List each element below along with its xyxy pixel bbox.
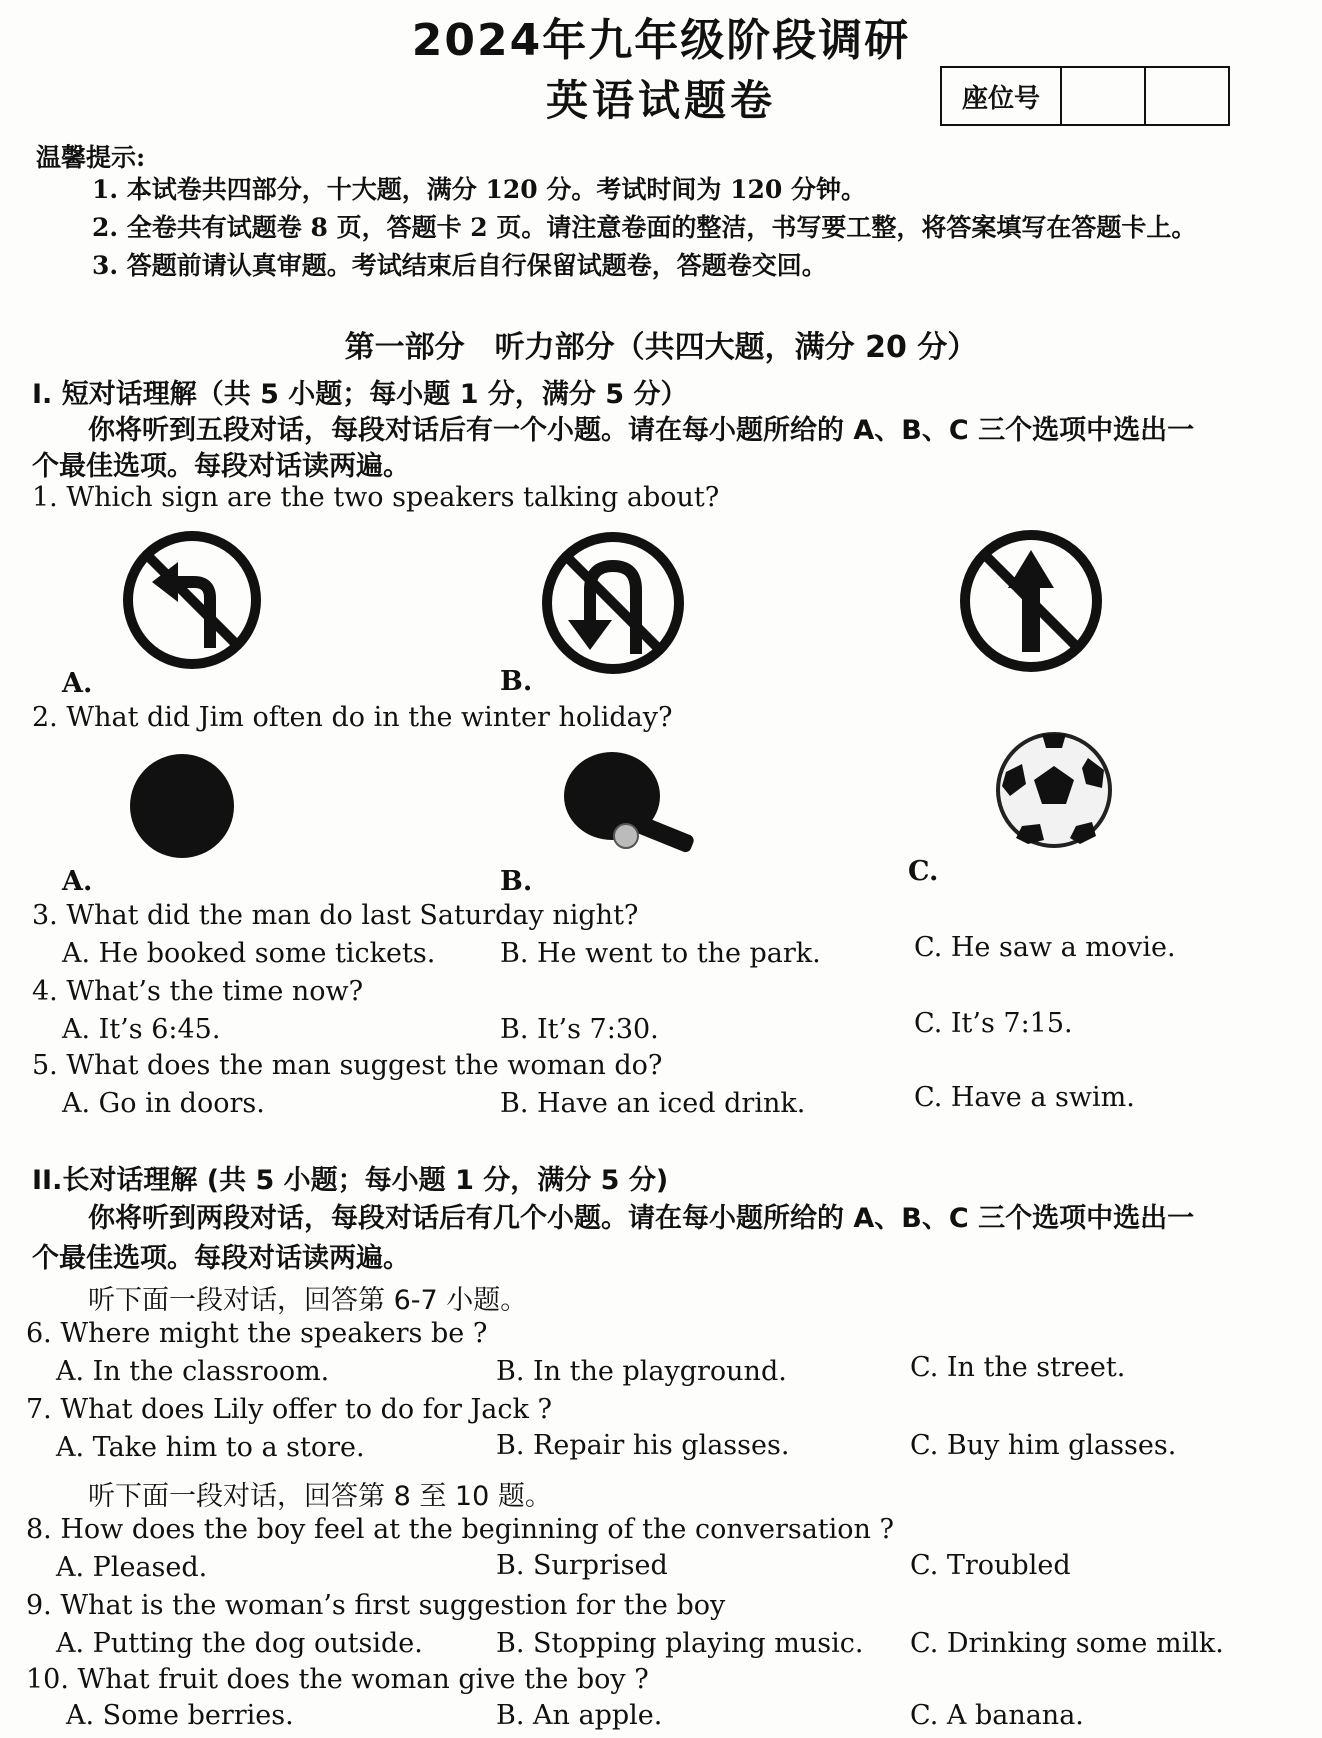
option-c: C. Troubled bbox=[910, 1550, 1071, 1581]
tip-item: 1. 本试卷共四部分，十大题，满分 120 分。考试时间为 120 分钟。 bbox=[92, 175, 866, 204]
question-2: 2. What did Jim often do in the winter holiday? bbox=[32, 702, 673, 733]
option-b: B. Have an iced drink. bbox=[500, 1088, 806, 1119]
option-a: A. Pleased. bbox=[56, 1552, 208, 1583]
option-a: A. It’s 6:45. bbox=[62, 1014, 221, 1045]
section-title: 第一部分 听力部分（共四大题，满分 20 分） bbox=[344, 330, 978, 365]
question-6: 6. Where might the speakers be ? bbox=[26, 1318, 488, 1349]
option-c: C. A banana. bbox=[910, 1700, 1084, 1731]
part2-instruction: 你将听到两段对话，每段对话后有几个小题。请在每小题所给的 A、B、C 三个选项中选出一 bbox=[88, 1203, 1195, 1234]
seat-number-box bbox=[940, 66, 1230, 126]
option-b: B. It’s 7:30. bbox=[500, 1014, 659, 1045]
page-title: 2024年九年级阶段调研 bbox=[411, 15, 911, 66]
option-a: A. In the classroom. bbox=[56, 1356, 330, 1387]
option-b: B. Repair his glasses. bbox=[496, 1430, 790, 1461]
option-label: B. bbox=[500, 866, 533, 897]
option-b: B. An apple. bbox=[496, 1700, 663, 1731]
tips-heading: 温馨提示: bbox=[36, 143, 146, 172]
dialogue-note: 听下面一段对话，回答第 8 至 10 题。 bbox=[88, 1481, 552, 1512]
soccer-ball-icon bbox=[992, 728, 1116, 852]
no-left-turn-icon bbox=[122, 530, 262, 670]
tip-item: 3. 答题前请认真审题。考试结束后自行保留试题卷，答题卷交回。 bbox=[92, 251, 827, 280]
seat-number-cell bbox=[1062, 68, 1146, 124]
part2-title: II.长对话理解 (共 5 小题；每小题 1 分，满分 5 分) bbox=[32, 1165, 669, 1196]
option-c: C. He saw a movie. bbox=[914, 932, 1176, 963]
dialogue-note: 听下面一段对话，回答第 6-7 小题。 bbox=[88, 1285, 528, 1316]
question-9: 9. What is the woman’s first suggestion for the boy bbox=[26, 1590, 726, 1621]
option-label: C. bbox=[908, 856, 939, 887]
part1-title: I. 短对话理解（共 5 小题；每小题 1 分，满分 5 分） bbox=[32, 379, 688, 410]
option-label: A. bbox=[62, 866, 93, 897]
option-c: C. Have a swim. bbox=[914, 1082, 1135, 1113]
option-label: B. bbox=[500, 666, 533, 697]
question-7: 7. What does Lily offer to do for Jack ? bbox=[26, 1394, 552, 1425]
no-straight-icon bbox=[956, 528, 1106, 674]
option-c: C. Buy him glasses. bbox=[910, 1430, 1177, 1461]
ball-icon bbox=[126, 750, 238, 862]
question-10: 10. What fruit does the woman give the boy ? bbox=[26, 1664, 649, 1695]
question-1: 1. Which sign are the two speakers talking about? bbox=[32, 482, 720, 513]
question-8: 8. How does the boy feel at the beginning of the conversation ? bbox=[26, 1514, 894, 1545]
question-4: 4. What’s the time now? bbox=[32, 976, 364, 1007]
option-c: C. It’s 7:15. bbox=[914, 1008, 1073, 1039]
part1-instruction-cont: 个最佳选项。每段对话读两遍。 bbox=[32, 451, 410, 482]
option-label: A. bbox=[62, 668, 93, 699]
tip-item: 2. 全卷共有试题卷 8 页，答题卡 2 页。请注意卷面的整洁，书写要工整，将答案填写在答题卡上。 bbox=[92, 213, 1197, 242]
question-3: 3. What did the man do last Saturday night? bbox=[32, 900, 639, 931]
option-b: B. In the playground. bbox=[496, 1356, 787, 1387]
ping-pong-paddle-icon bbox=[560, 744, 710, 862]
option-a: A. Some berries. bbox=[66, 1700, 294, 1731]
no-u-turn-icon bbox=[538, 530, 688, 676]
option-b: B. Stopping playing music. bbox=[496, 1628, 864, 1659]
option-b: B. He went to the park. bbox=[500, 938, 821, 969]
option-a: A. He booked some tickets. bbox=[62, 938, 436, 969]
option-c: C. Drinking some milk. bbox=[910, 1628, 1224, 1659]
seat-number-label: 座位号 bbox=[942, 68, 1062, 124]
option-c: C. In the street. bbox=[910, 1352, 1126, 1383]
option-b: B. Surprised bbox=[496, 1550, 668, 1581]
part2-instruction-cont: 个最佳选项。每段对话读两遍。 bbox=[32, 1243, 410, 1274]
question-5: 5. What does the man suggest the woman do? bbox=[32, 1050, 663, 1081]
option-a: A. Go in doors. bbox=[62, 1088, 265, 1119]
option-a: A. Putting the dog outside. bbox=[56, 1628, 423, 1659]
seat-number-cell bbox=[1146, 68, 1228, 124]
option-a: A. Take him to a store. bbox=[56, 1432, 365, 1463]
part1-instruction: 你将听到五段对话，每段对话后有一个小题。请在每小题所给的 A、B、C 三个选项中选出一 bbox=[88, 415, 1195, 446]
page-subtitle: 英语试题卷 bbox=[545, 76, 776, 125]
